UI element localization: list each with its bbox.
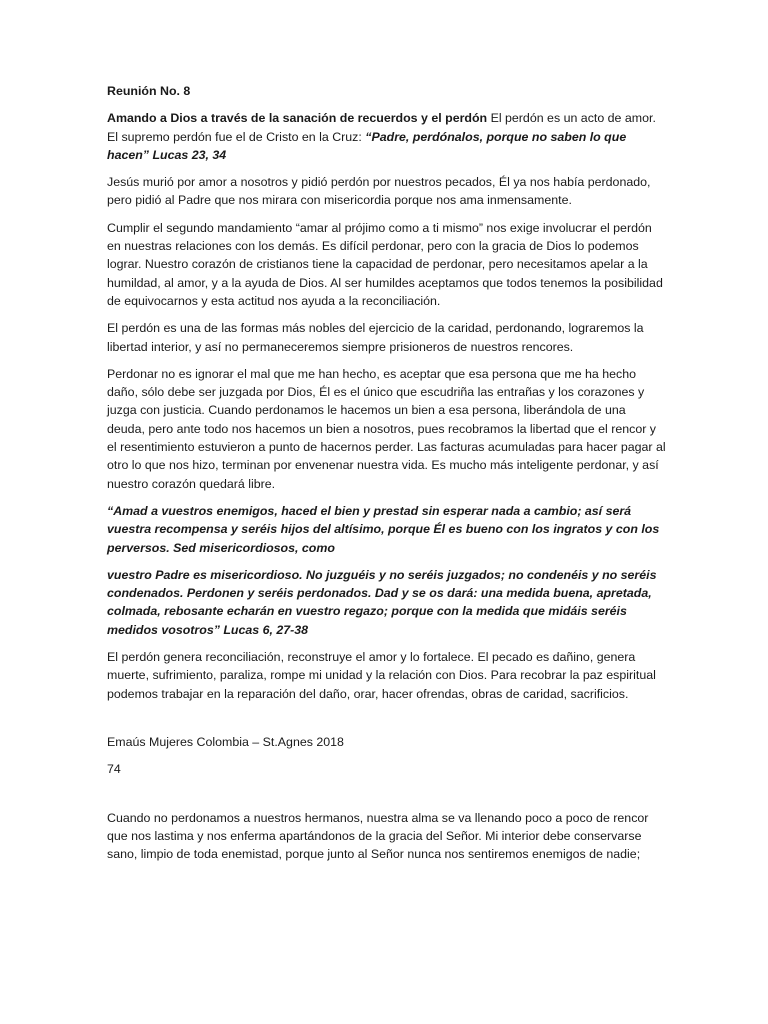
section-intro-text: El perdón es un acto de amor. El supremo perdón fue el de Cristo en la Cruz: <box>107 111 656 144</box>
section-title: Amando a Dios a través de la sanación de recuerdos y el perdón <box>107 111 488 126</box>
footer-credit: Emaús Mujeres Colombia – St.Agnes 2018 <box>107 734 344 749</box>
paragraph-1: Jesús murió por amor a nosotros y pidió perdón por nuestros pecados, Él ya nos había perdonado, pero pidió al Padre que nos mirara con misericordia porque nos ama inmensamente. <box>107 175 651 208</box>
meeting-title: Reunión No. 8 <box>107 84 191 98</box>
document-page <box>107 82 667 872</box>
section-quote: “Padre, perdónalos, porque no saben lo que hacen” Lucas 23, 34 <box>107 129 627 162</box>
continuation-paragraph: Cuando no perdonamos a nuestros hermanos, nuestra alma se va llenando poco a poco de rencor que nos lastima y nos enferma apartándonos de la gracia del Señor. Mi interior debe conservarse sano, limpio de toda enemistad, porque junto al Señor nunca nos sentiremos enemigos de nadie; <box>107 810 649 862</box>
paragraph-3: El perdón es una de las formas más nobles del ejercicio de la caridad, perdonando, lograremos la libertad interior, y así no permaneceremos siempre prisioneros de nuestros rencores. <box>107 321 644 354</box>
paragraph-2: Cumplir el segundo mandamiento “amar al prójimo como a ti mismo” nos exige involucrar el perdón en nuestras relaciones con los demás. Es difícil perdonar, pero con la gracia de Dios lo podemos lograr. Nuestro corazón de cristianos tiene la capacidad de perdonar, pero necesitamos apelar a la humildad, al amor, y a la ayuda de Dios. Al ser humildes aceptamos que todos tenemos la posibilidad de equivocarnos y esta actitud nos ayuda a la reconciliación. <box>107 220 663 308</box>
scripture-quote-1: “Amad a vuestros enemigos, haced el bien y prestad sin esperar nada a cambio; así será vuestra recompensa y seréis hijos del altísimo, porque Él es bueno con los ingratos y con los perversos. Sed misericordiosos, como <box>107 503 660 555</box>
paragraph-5: El perdón genera reconciliación, reconstruye el amor y lo fortalece. El pecado es dañino, genera muerte, sufrimiento, paraliza, rompe mi unidad y la relación con Dios. Para recobrar la paz espiritual podemos trabajar en la reparación del daño, orar, hacer ofrendas, obras de caridad, sacrificios. <box>107 650 656 701</box>
scripture-quote-2: vuestro Padre es misericordioso. No juzguéis y no seréis juzgados; no condenéis y no seréis condenados. Perdonen y seréis perdonados. Dad y se os dará: una medida buena, apretada, colmada, rebosante echarán en vuestro regazo; porque con la medida que midáis seréis medidos vosotros” Lucas 6, 27-38 <box>107 567 657 637</box>
page-number: 74 <box>107 762 121 777</box>
section-intro-paragraph <box>107 109 667 164</box>
paragraph-4: Perdonar no es ignorar el mal que me han hecho, es aceptar que esa persona que me ha hecho daño, sólo debe ser juzgada por Dios, Él es el único que escudriña las entrañas y los corazones y juzga con justicia. Cuando perdonamos le hacemos un bien a esa persona, liberándola de una deuda, pero ante todo nos hacemos un bien a nosotros, pues recobramos la libertad que el rencor y el resentimiento estuvieron a punto de hacernos perder. Las facturas acumuladas para hacer pagar al otro lo que nos hizo, terminan por envenenar nuestra vida. Es mucho más inteligente perdonar, y así nuestro corazón quedará libre. <box>107 366 666 491</box>
